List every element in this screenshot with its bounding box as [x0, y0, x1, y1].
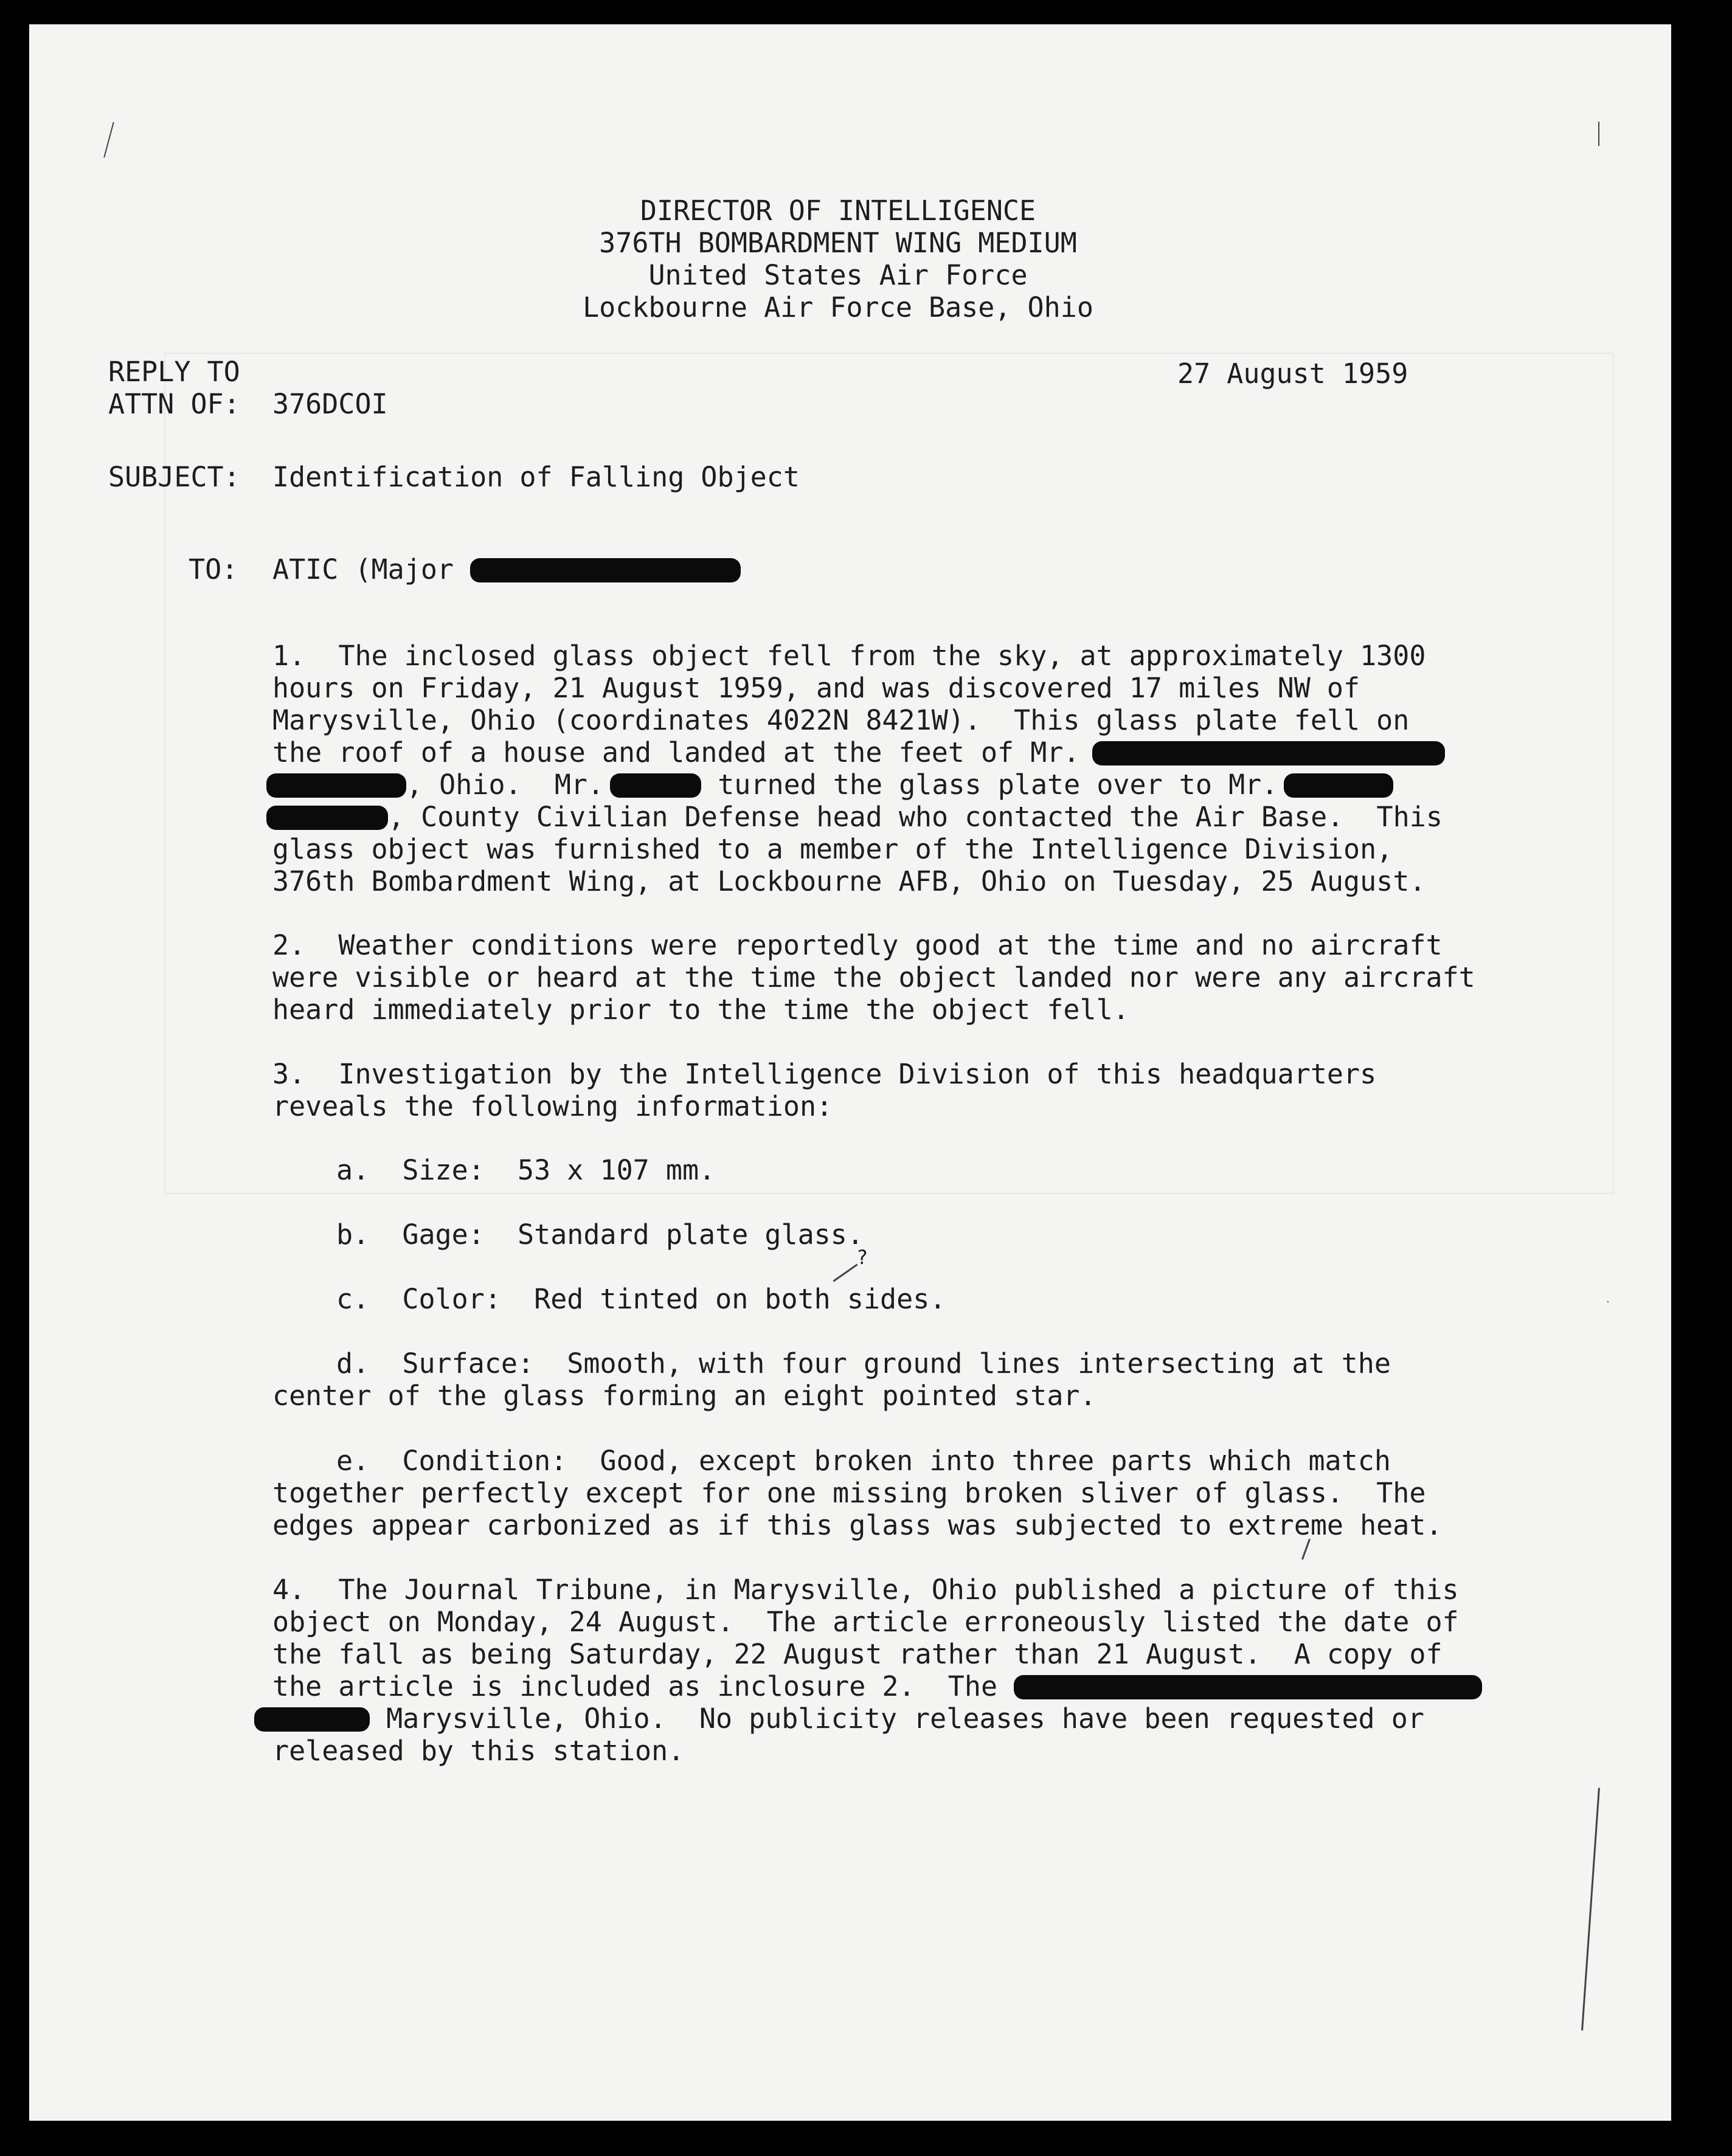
item-e-line-3: edges appear carbonized as if this glass was subjected to extreme heat. — [272, 1509, 1443, 1541]
subject-label: SUBJECT: — [108, 461, 240, 493]
para4-line-3: the fall as being Saturday, 22 August rather than 21 August. A copy of — [272, 1638, 1443, 1670]
letter-date: 27 August 1959 — [1177, 358, 1408, 390]
item-d-line-1: d. Surface: Smooth, with four ground lines intersecting at the — [336, 1347, 1391, 1380]
para1-line-5-part-b: turned the glass plate over to Mr. — [701, 769, 1278, 801]
para4-line-1: 4. The Journal Tribune, in Marysville, Ohio published a picture of this — [272, 1574, 1459, 1606]
reply-to-label: REPLY TO — [108, 356, 240, 388]
margin-stroke — [1607, 1301, 1609, 1302]
redaction-mark — [1014, 1675, 1482, 1699]
para4-line-5-text: Marysville, Ohio. No publicity releases have been requested or — [370, 1702, 1424, 1735]
item-d-line-2: center of the glass forming an eight pointed star. — [272, 1380, 1096, 1412]
item-a-size: a. Size: 53 x 107 mm. — [336, 1154, 716, 1186]
redaction-mark — [266, 773, 406, 798]
item-e-line-2: together perfectly except for one missing broken sliver of glass. The — [272, 1477, 1426, 1509]
letterhead-line-3: United States Air Force — [648, 259, 1028, 291]
para2-line-3: heard immediately prior to the time the object fell. — [272, 993, 1129, 1026]
redaction-mark — [1284, 773, 1393, 798]
para1-line-7: glass object was furnished to a member of the Intelligence Division, — [272, 833, 1393, 865]
letter — [29, 24, 1671, 2121]
para4-line-6: released by this station. — [272, 1735, 685, 1767]
item-e-line-1: e. Condition: Good, except broken into three parts which match — [336, 1445, 1391, 1477]
to-recipient-text: ATIC (Major — [272, 553, 454, 586]
para3-line-1: 3. Investigation by the Intelligence Division of this headquarters — [272, 1058, 1377, 1090]
para4-line-5 — [254, 1702, 1424, 1735]
para4-line-2: object on Monday, 24 August. The article erroneously listed the date of — [272, 1606, 1459, 1638]
letterhead-line-4: Lockbourne Air Force Base, Ohio — [583, 291, 1093, 323]
para1-line-6-text: , County Civilian Defense head who contacted the Air Base. This — [388, 801, 1443, 833]
para1-line-6 — [266, 801, 1443, 833]
para1-line-5-part-a: , Ohio. Mr. — [406, 769, 604, 801]
para1-line-4 — [272, 736, 1445, 769]
para2-line-2: were visible or heard at the time the object landed nor were any aircraft — [272, 961, 1475, 993]
to-recipient — [272, 553, 741, 586]
letterhead-line-2: 376TH BOMBARDMENT WING MEDIUM — [599, 227, 1077, 259]
para1-line-5 — [266, 769, 1393, 801]
handwritten-stroke — [833, 1264, 857, 1282]
para1-line-8: 376th Bombardment Wing, at Lockbourne AFB, Ohio on Tuesday, 25 August. — [272, 865, 1426, 897]
to-label: TO: — [189, 553, 238, 586]
document-page — [29, 24, 1671, 2121]
para4-line-4 — [272, 1670, 1482, 1702]
para3-line-2: reveals the following information: — [272, 1090, 833, 1122]
para1-line-4-text: the roof of a house and landed at the feet of Mr. — [272, 736, 1080, 769]
handwritten-stroke — [1301, 1539, 1311, 1560]
redaction-mark — [1092, 741, 1445, 765]
letterhead-line-1: DIRECTOR OF INTELLIGENCE — [640, 195, 1036, 227]
margin-stroke — [1598, 122, 1599, 146]
office-symbol: 376DCOI — [272, 388, 388, 420]
item-b-gage: b. Gage: Standard plate glass. — [336, 1218, 864, 1251]
attn-of-label: ATTN OF: — [108, 388, 240, 420]
redaction-mark — [610, 773, 701, 798]
item-c-color: c. Color: Red tinted on both sides. — [336, 1283, 946, 1315]
para2-line-1: 2. Weather conditions were reportedly good at the time and no aircraft — [272, 929, 1443, 961]
handwritten-question-mark: ? — [856, 1246, 868, 1269]
para1-line-3: Marysville, Ohio (coordinates 4022N 8421W). This glass plate fell on — [272, 704, 1410, 736]
subject-text: Identification of Falling Object — [272, 461, 800, 493]
para1-line-2: hours on Friday, 21 August 1959, and was discovered 17 miles NW of — [272, 672, 1360, 704]
para4-line-4-text: the article is included as inclosure 2. The — [272, 1670, 998, 1702]
para1-line-1: 1. The inclosed glass object fell from the sky, at approximately 1300 — [272, 640, 1426, 672]
redaction-mark — [254, 1707, 370, 1732]
redaction-mark — [266, 806, 388, 830]
redaction-mark — [470, 558, 741, 582]
